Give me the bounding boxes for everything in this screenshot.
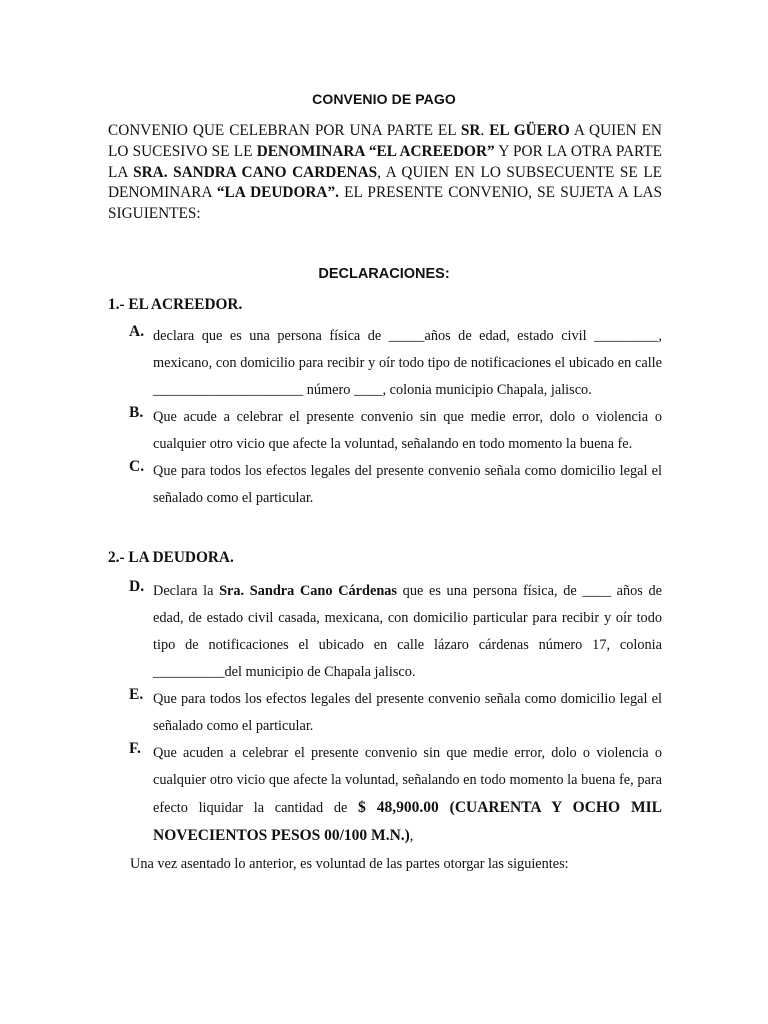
- acreedor-declarations-list: [108, 323, 662, 512]
- item-text: Que acude a celebrar el presente convenio sin que medie error, dolo o violencia o cualquier otro vicio que afecte la voluntad, señalando en todo momento la buena fe.: [153, 409, 662, 452]
- declaration-item-a: [108, 323, 662, 404]
- item-text-part: Declara la: [153, 583, 220, 599]
- item-letter: F.: [129, 740, 141, 757]
- item-letter: E.: [129, 686, 144, 703]
- item-text: [153, 740, 662, 850]
- intro-paragraph: [108, 121, 662, 225]
- item-text-part: ,: [409, 828, 414, 844]
- document-title: CONVENIO DE PAGO: [312, 91, 456, 107]
- item-text: Que para todos los efectos legales del presente convenio señala como domicilio legal el señalado como el particular.: [153, 463, 662, 506]
- intro-text: , A QUIEN EN LO SUBSECUENTE SE LE DENOMINARA: [108, 163, 663, 202]
- item-text-part: que es una persona física, de ____ años de edad, de estado civil casada, mexicana, con domicilio particular para recibir y oír todo tipo de notificaciones el ubicado en calle lázaro cárdenas número 17, colonia __________del municipio de Chapala jalisco.: [153, 583, 663, 680]
- item-text-part: Que acuden a celebrar el presente convenio sin que medie error, dolo o violencia o cualquier otro vicio que afecte la voluntad, señalando en todo momento la buena fe, para efecto liquidar la cantidad de: [153, 745, 662, 816]
- item-text: Que para todos los efectos legales del presente convenio señala como domicilio legal el señalado como el particular.: [153, 691, 662, 734]
- declaration-item-c: [108, 458, 662, 512]
- item-text: [153, 578, 662, 686]
- intro-text: A QUIEN EN LO SUCESIVO SE LE: [108, 122, 662, 160]
- item-text: declara que es una persona física de _____años de edad, estado civil _________, mexicano, con domicilio para recibir y oír todo tipo de notificaciones el ubicado en calle _____________________ número ____, colonia municipio Chapala, jalisco.: [153, 328, 662, 398]
- debtor-name: Sra. Sandra Cano Cárdenas: [219, 583, 397, 599]
- declaration-item-d: [108, 578, 662, 686]
- intro-text: Y POR LA OTRA PARTE LA: [108, 142, 662, 181]
- declaration-item-b: [108, 404, 662, 458]
- intro-creditor-designation: DENOMINARA “EL ACREEDOR”: [256, 142, 495, 160]
- section-acreedor-heading: 1.- EL ACREEDOR.: [108, 296, 243, 313]
- item-letter: B.: [129, 404, 144, 421]
- item-letter: A.: [129, 323, 145, 340]
- intro-text: EL PRESENTE CONVENIO, SE SUJETA A LAS SIGUIENTES:: [108, 184, 663, 223]
- item-letter: D.: [129, 578, 145, 595]
- declaration-item-e: [108, 686, 662, 740]
- intro-text: CONVENIO QUE CELEBRAN POR UNA PARTE EL: [108, 122, 461, 139]
- deudora-declarations-list: [108, 578, 662, 850]
- intro-creditor-name: EL GÜERO: [489, 122, 570, 139]
- intro-dot: .: [480, 122, 490, 139]
- declaration-item-f: [108, 740, 662, 850]
- intro-sr: SR: [460, 122, 481, 139]
- payment-amount: $ 48,900.00 (CUARENTA Y OCHO MIL NOVECIENTOS PESOS 00/100 M.N.): [153, 799, 662, 844]
- intro-debtor-name: SRA. SANDRA CANO CARDENAS: [133, 163, 378, 181]
- intro-debtor-designation: “LA DEUDORA”.: [216, 184, 339, 202]
- item-letter: C.: [129, 458, 145, 475]
- closing-sentence: Una vez asentado lo anterior, es voluntad de las partes otorgar las siguientes:: [130, 856, 569, 872]
- declaraciones-heading: DECLARACIONES:: [318, 266, 450, 282]
- section-deudora-heading: 2.- LA DEUDORA.: [108, 549, 234, 566]
